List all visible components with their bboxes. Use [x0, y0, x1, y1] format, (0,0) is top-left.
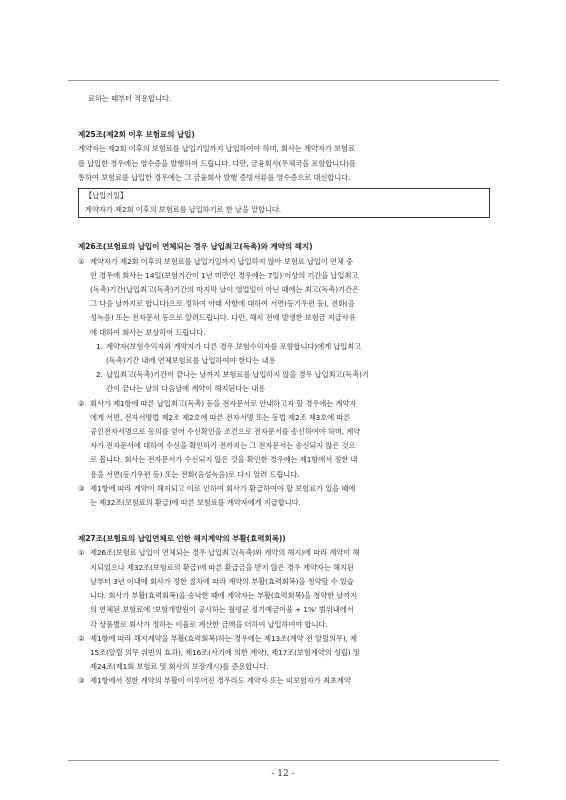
text-line: 에 대하여 회사는 보상하여 드립니다.	[90, 327, 206, 337]
page-number: - 12 -	[271, 769, 295, 779]
definition-title: 【납입기일】	[85, 191, 128, 201]
article-27-heading: 제27조(보험료의 납입연체로 인한 해지계약의 부활(효력회복))	[78, 534, 286, 544]
clause-number: ①	[78, 256, 85, 266]
footer-rule	[68, 760, 499, 761]
clause-item	[78, 255, 490, 340]
sub-item-number: 2.	[96, 370, 103, 380]
text-line: 제26조(보험료 납입이 연체되는 경우 납입최고(독촉)와 계약의 해지)에 따라 계약이 해	[90, 548, 360, 558]
text-line: 날부터 3년 이내에 회사가 정한 절차에 따라 계약의 부활(효력회복)을 청약할 수 있습	[90, 576, 354, 586]
clause-number: ③	[78, 483, 85, 493]
text-line: 공인전자서명으로 동의를 얻어 수신확인을 조건으로 전자문서를 송신하여야 하며, 계약	[90, 427, 361, 437]
text-line: 15조(알릴 의무 위반의 효과), 제16조(사기에 의한 계약), 제17조(보험계약의 성립) 및	[90, 647, 360, 657]
text-line: 계약자는 제2회 이후의 보험료를 납입기일까지 납입하여야 하며, 회사는 계약자가 보험료	[78, 144, 355, 154]
text-line: 통하여 보험료를 납입한 경우에는 그 금융회사 발행 증빙서류를 영수증으로 대신합니다.	[78, 172, 351, 182]
text-line: 납입최고(독촉)기간이 끝나는 날까지 보험료를 납입하지 않을 경우 납입최고(독촉)기	[106, 370, 369, 380]
text-line: 로 봅니다. 회사는 전자문서가 수신되지 않은 것을 확인한 경우에는 제1항에서 정한 내	[90, 455, 358, 465]
text-line: 계약자가 제2회 이후의 보험료를 납입기일까지 납입하지 않아 보험료 납입이 연체 중	[90, 256, 353, 266]
sub-item-number: 1.	[96, 341, 103, 351]
continued-text: 료하는 때부터 적용합니다.	[88, 94, 172, 103]
text-line: 자가 전자문서에 대하여 수신을 확인하기 전까지는 그 전자문서는 송신되지 않은 것으	[90, 441, 356, 451]
article-25-heading: 제25조(제2회 이후 보험료의 납입)	[78, 130, 195, 140]
text-line: 제24조(제1회 보험료 및 회사의 보장개시)를 준용합니다.	[90, 662, 269, 672]
text-line: 지되었으나 제32조(보험료의 환급)에 따른 환급금을 받지 않은 경우 계약자는 해지된	[90, 562, 354, 572]
text-line: 인 경우에 회사는 14일(보험기간이 1년 미만인 경우에는 7일) 이상의 기간을 납입최고	[90, 270, 359, 280]
article-26-heading: 제26조(보험료의 납입이 연체되는 경우 납입최고(독촉)와 계약의 해지)	[78, 242, 313, 252]
text-line: 제1항에 따라 해지계약을 부활(효력회복)하는 경우에는 제13조(계약 전 알릴의무), 제	[90, 633, 357, 643]
text-line: 간이 끝나는 날의 다음날에 계약이 해지된다는 내용	[106, 384, 266, 394]
text-line: 각 상품별로 회사가 정하는 이율로 계산한 금액을 더하여 납입하여야 합니다.	[90, 619, 328, 629]
text-line: (독촉)기간(납입최고(독촉)기간의 마지막 날이 영업일이 아닌 때에는 최고(독촉)기간은	[90, 285, 359, 295]
text-line: 는 제32조(보험료의 환급)에 따른 보험료를 계약자에게 지급합니다.	[90, 498, 301, 508]
text-line: 성녹음) 또는 전자문서 등으로 알려드립니다. 다만, 해지 전에 발생한 보험금 지급사유	[90, 313, 356, 323]
header-rule	[68, 80, 499, 81]
text-line: 회사가 제1항에 따른 납입최고(독촉) 등을 전자문서로 안내하고자 할 경우에는 계약자	[90, 398, 357, 408]
clause-item	[78, 632, 490, 675]
sub-item	[78, 340, 490, 368]
text-line: 니다. 회사가 부활(효력회복)을 승낙한 때에 계약자는 부활(효력회복)을 청약한 날까지	[90, 591, 358, 601]
text-line: 그 다음 날까지로 합니다)으로 정하여 아래 사항에 대하여 서면(등기우편 등), 전화(음	[90, 299, 355, 309]
clause-number: ②	[78, 398, 85, 408]
definition-box	[78, 188, 490, 218]
text-line: 를 납입한 경우에는 영수증을 발행하여 드립니다. 다만, 금융회사(우체국을 포함합니다)를	[78, 158, 356, 168]
text-line: 계약자(보험수익자와 계약자가 다른 경우 보험수익자를 포함합니다)에게 납입최고	[106, 341, 362, 351]
sub-item	[78, 368, 490, 396]
clause-item	[78, 482, 490, 510]
text-line: 제1항에 따라 계약이 해지되고 이로 인하여 회사가 환급하여야 할 보험료가 있을 때에	[90, 483, 356, 493]
clause-number: ③	[78, 676, 85, 686]
text-line: 의 연체된 보험료에 '보험개발원이 공시하는 월평균 정기예금이율 + 1%' 범위내에서	[90, 605, 354, 615]
article-25-body	[78, 142, 490, 185]
clause-number: ②	[78, 633, 85, 643]
clause-number: ①	[78, 548, 85, 558]
clause-item	[78, 397, 490, 482]
text-line: 제1항에서 정한 계약의 부활이 이루어진 경우라도 계약자 또는 피보험자가 최초계약	[90, 676, 351, 686]
text-line: 용을 서면(등기우편 등) 또는 전화(음성녹음)로 다시 알려 드립니다.	[90, 469, 300, 479]
text-line: (독촉)기간 내에 연체보험료를 납입하여야 한다는 내용	[106, 356, 276, 366]
definition-text: 계약자가 제2회 이후의 보험료를 납입하기로 한 날을 말합니다.	[85, 205, 282, 215]
clause-item	[78, 546, 490, 631]
text-line: 에게 서면, 전자서명법 제2조 제2호에 따른 전자서명 또는 동법 제2조 제3호에 따른	[90, 412, 351, 422]
clause-item	[78, 674, 490, 688]
document-body	[78, 92, 490, 689]
